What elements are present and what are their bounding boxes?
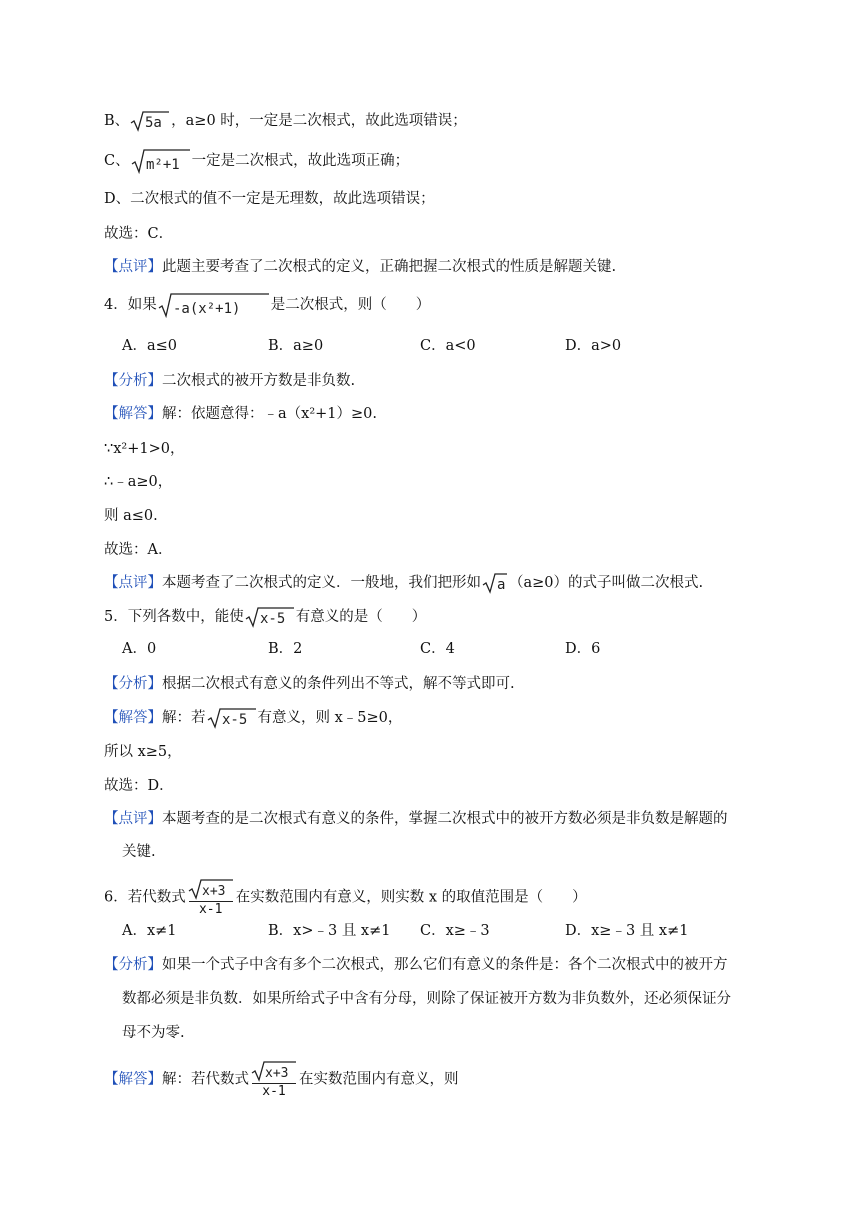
- q3-option-c-analysis: C、 m²+1 一定是二次根式，故此选项正确；: [104, 148, 409, 174]
- sqrt-a: [482, 572, 508, 594]
- svg-text:x+3: x+3: [201, 884, 226, 899]
- q4-option-d: D．a>0: [565, 338, 622, 354]
- q4-step-1: ∵x²+1>0，: [104, 441, 185, 457]
- fraction-sqrt-x-plus-3-over-x-minus-1-answer: $\frac{x+3}{x-1}$: [250, 1060, 298, 1099]
- q5-option-d: D．6: [565, 641, 601, 657]
- q3-comment: 【点评】此题主要考查了二次根式的定义，正确把握二次根式的性质是解题关键.: [104, 259, 617, 275]
- svg-text:a: a: [497, 577, 506, 593]
- q5-comment-line-1: 【点评】本题考查的是二次根式有意义的条件，掌握二次根式中的被开方数必须是非负数是解题的: [104, 811, 728, 827]
- q4-step-2: ∴﹣a≥0，: [104, 474, 173, 490]
- q5-option-c: C．4: [420, 641, 455, 657]
- q5-comment-line-2: 关键.: [122, 844, 156, 860]
- q4-analysis: 【分析】二次根式的被开方数是非负数.: [104, 373, 356, 389]
- q6-option-d: D．x≥﹣3 且 x≠1: [565, 923, 689, 939]
- sqrt-m2-plus-1: [131, 148, 191, 174]
- q4-step-3: 则 a≤0.: [104, 508, 158, 524]
- q5-option-b: B．2: [268, 641, 303, 657]
- q4-option-a: A．a≤0: [122, 338, 177, 354]
- q6-stem: 6．若代数式 $\frac{x+3}{x-1}$ 在实数范围内有意义，则实数 x 的取值范围是（ ）: [104, 878, 587, 917]
- q3-option-d-analysis: D、二次根式的值不一定是无理数，故此选项错误；: [104, 191, 435, 207]
- q4-option-c: C．a<0: [420, 338, 476, 354]
- q6-answer: 【解答】解：若代数式 $\frac{x+3}{x-1}$ 在实数范围内有意义，则: [104, 1060, 459, 1099]
- sqrt-x-minus-5-answer: [207, 707, 257, 729]
- q5-step-1: 所以 x≥5，: [104, 744, 182, 760]
- sqrt-x-minus-5: [245, 606, 295, 628]
- q4-stem: 4．如果 -a(x²+1) 是二次根式，则（ ）: [104, 292, 430, 318]
- q6-option-b: B．x>﹣3 且 x≠1: [268, 923, 391, 939]
- q3-option-b-analysis: B、 5a ，a≥0 时，一定是二次根式，故此选项错误；: [104, 110, 467, 132]
- q5-option-a: A．0: [122, 641, 157, 657]
- svg-text:-a(x²+1): -a(x²+1): [172, 301, 241, 317]
- q6-option-c: C．x≥﹣3: [420, 923, 490, 939]
- q6-analysis-line-2: 数都必须是非负数．如果所给式子中含有分母，则除了保证被开方数为非负数外，还必须保证分: [122, 991, 731, 1007]
- q5-answer: 【解答】解：若 x-5 有意义，则 x﹣5≥0，: [104, 707, 402, 729]
- svg-text:x-5: x-5: [259, 611, 286, 627]
- q6-analysis-line-1: 【分析】如果一个式子中含有多个二次根式，那么它们有意义的条件是：各个二次根式中的被开方: [104, 957, 728, 973]
- q5-stem: 5．下列各数中，能使 x-5 有意义的是（ ）: [104, 606, 426, 628]
- q4-choice: 故选：A．: [104, 542, 173, 558]
- q4-comment: 【点评】本题考查了二次根式的定义．一般地，我们把形如 a （a≥0）的式子叫做二次根式.: [104, 572, 703, 594]
- q4-answer: 【解答】解：依题意得：﹣a（x²+1）≥0.: [104, 406, 377, 422]
- svg-text:m²+1: m²+1: [145, 157, 180, 173]
- q3-choice: 故选：C．: [104, 226, 174, 242]
- q5-choice: 故选：D．: [104, 778, 174, 794]
- fraction-sqrt-x-plus-3-over-x-minus-1: $\frac{x+3}{x-1}$: [187, 878, 235, 917]
- sqrt-5a: [130, 110, 170, 132]
- svg-text:x-5: x-5: [221, 712, 247, 728]
- q6-option-a: A．x≠1: [122, 923, 177, 939]
- q6-analysis-line-3: 母不为零.: [122, 1025, 185, 1041]
- svg-text:x+3: x+3: [265, 1066, 289, 1081]
- q4-option-b: B．a≥0: [268, 338, 324, 354]
- svg-text:5a: 5a: [145, 115, 163, 131]
- sqrt-neg-a-x2-plus-1: [158, 292, 270, 318]
- q5-analysis: 【分析】根据二次根式有意义的条件列出不等式，解不等式即可.: [104, 676, 515, 692]
